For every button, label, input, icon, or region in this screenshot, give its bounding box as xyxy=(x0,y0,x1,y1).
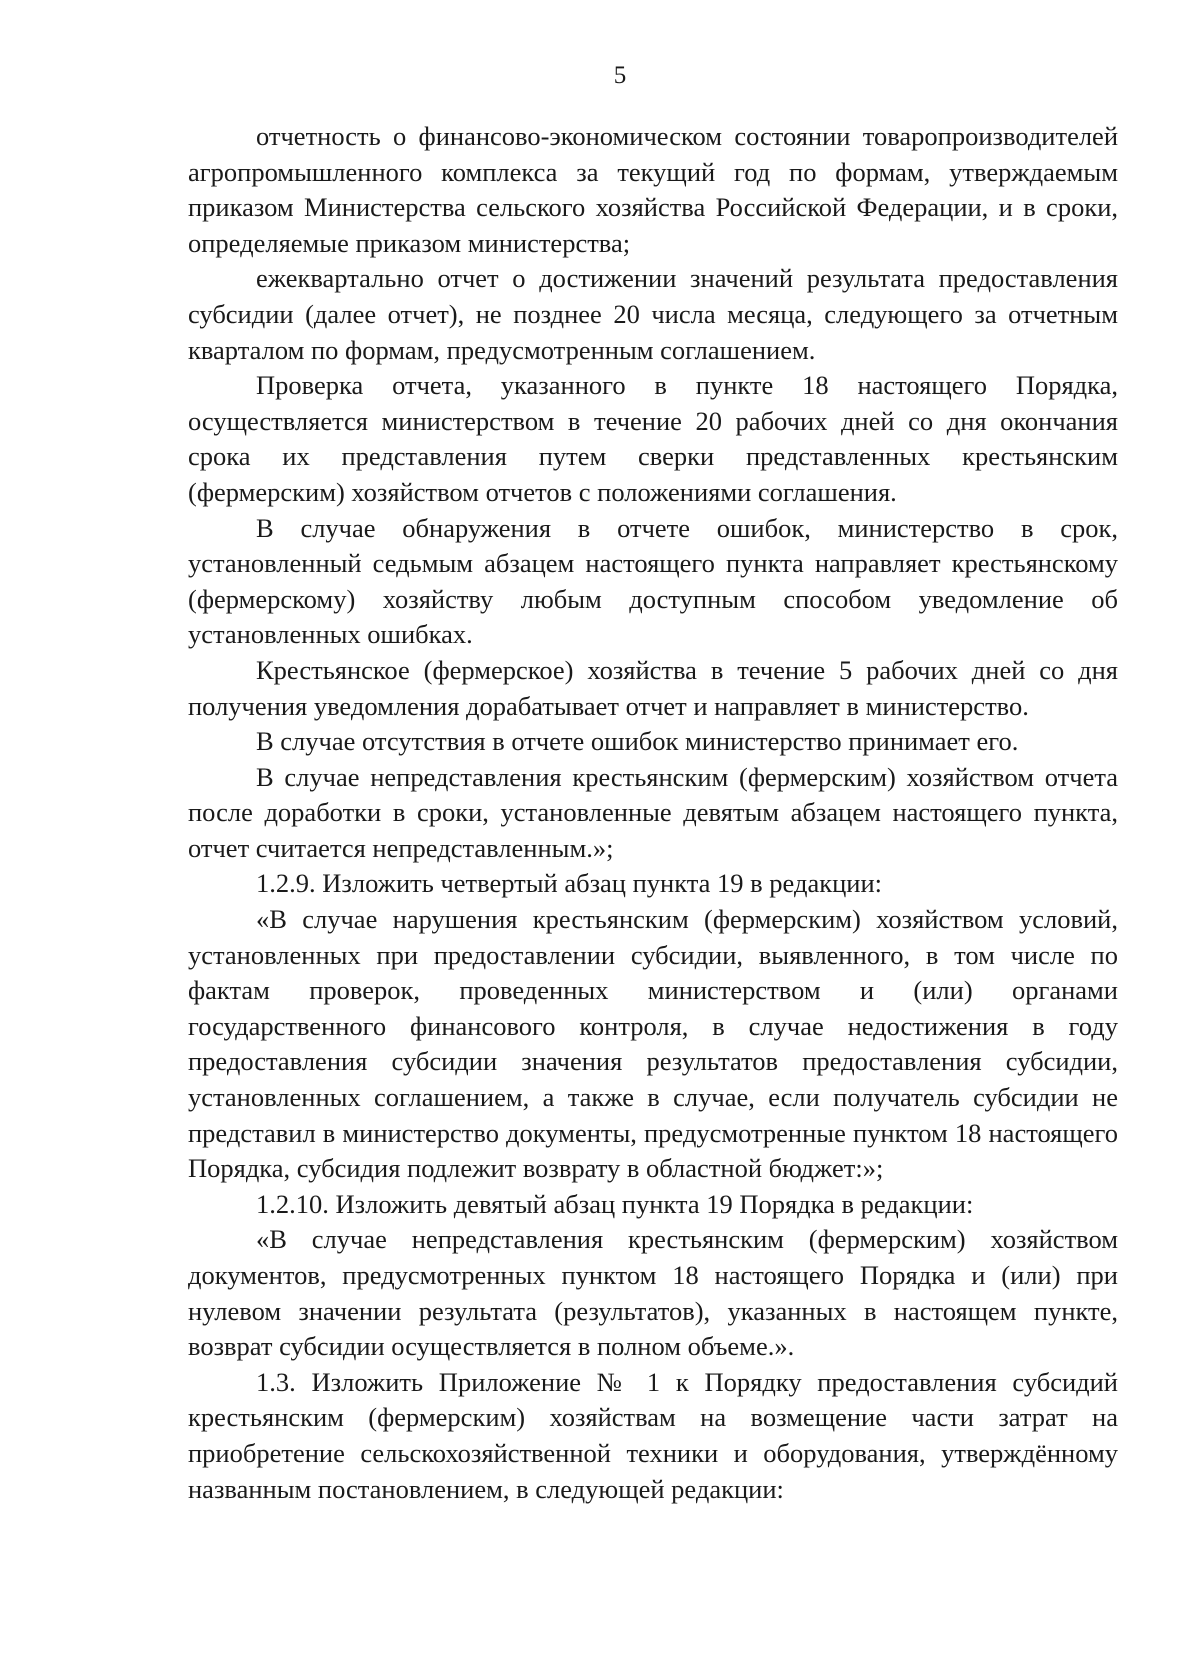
paragraph-report-verification: Проверка отчета, указанного в пункте 18 настоящего Порядка, осуществляется министерством в течение 20 рабочих дней со дня окончания срока их представления путем сверки представленных крестьянским (фермерским) хозяйством отчетов с положениями соглашения. xyxy=(188,370,1118,507)
page-number: 5 xyxy=(613,62,627,89)
paragraph-report-revision: Крестьянское (фермерское) хозяйства в течение 5 рабочих дней со дня получения уведомления дорабатывает отчет и направляет в министерство. xyxy=(188,654,1118,721)
document-body xyxy=(188,119,1118,1507)
paragraph-clause-1-2-9: 1.2.9. Изложить четвертый абзац пункта 19 в редакции: xyxy=(256,868,882,899)
paragraph-quarterly-report: ежеквартально отчет о достижении значений результата предоставления субсидии (далее отчет), не позднее 20 числа месяца, следующего за отчетным кварталом по формам, предусмотренным соглашением. xyxy=(188,263,1118,365)
paragraph-financial-reporting: отчетность о финансово-экономическом состоянии товаропроизводителей агропромышленного комплекса за текущий год по формам, утверждаемым приказом Министерства сельского хозяйства Российской Федерации, и в сроки, определяемые приказом министерства; xyxy=(188,121,1118,258)
paragraph-subsidy-return-conditions: «В случае нарушения крестьянским (фермерским) хозяйством условий, установленных при предоставлении субсидии, выявленного, в том числе по фактам проверок, проведенных министерством и (или) органами государственного финансового контроля, в случае недостижения в году предоставления субсидии значения результатов предоставления субсидии, установленных соглашением, а также в случае, если получатель субсидии не представил в министерство документы, предусмотренные пунктом 18 настоящего Порядка, субсидия подлежит возврату в областной бюджет:»; xyxy=(188,904,1118,1184)
paragraph-report-acceptance: В случае отсутствия в отчете ошибок министерство принимает его. xyxy=(256,726,1019,757)
paragraph-clause-1-2-10: 1.2.10. Изложить девятый абзац пункта 19 Порядка в редакции: xyxy=(256,1188,974,1219)
paragraph-error-notification: В случае обнаружения в отчете ошибок, министерство в срок, установленный седьмым абзацем настоящего пункта направляет крестьянскому (фермерскому) хозяйству любым доступным способом уведомление об установленных ошибках. xyxy=(188,512,1118,650)
paragraph-clause-1-3: 1.3. Изложить Приложение № 1 к Порядку предоставления субсидий крестьянским (фермерским) хозяйствам на возмещение части затрат на приобретение сельскохозяйственной техники и оборудования, утверждённому названным постановлением, в следующей редакции: xyxy=(188,1366,1118,1504)
paragraph-report-not-submitted: В случае непредставления крестьянским (фермерским) хозяйством отчета после доработки в сроки, установленные девятым абзацем настоящего пункта, отчет считается непредставленным.»; xyxy=(188,761,1118,863)
paragraph-full-return: «В случае непредставления крестьянским (фермерским) хозяйством документов, предусмотренных пунктом 18 настоящего Порядка и (или) при нулевом значении результата (результатов), указанных в настоящем пункте, возврат субсидии осуществляется в полном объеме.». xyxy=(188,1224,1118,1362)
